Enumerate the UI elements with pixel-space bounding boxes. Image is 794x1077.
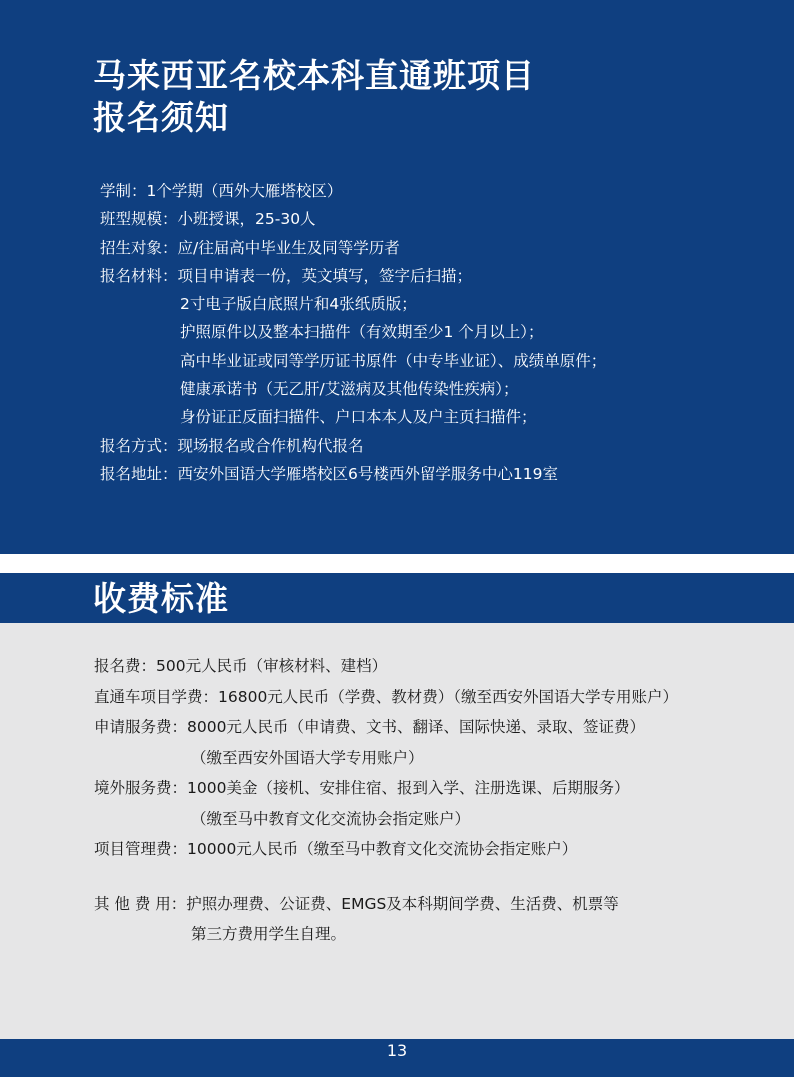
reg-label: 班型规模： — [100, 210, 178, 229]
fee-item-management: 项目管理费：10000元人民币（缴至马中教育文化交流协会指定账户） — [94, 840, 578, 858]
reg-label: 学制： — [100, 182, 147, 200]
registration-info-list — [100, 177, 760, 488]
reg-value: 1个学期（西外大雁塔校区） — [146, 182, 343, 200]
fee-item-continuation: （缴至西安外国语大学专用账户） — [191, 748, 424, 767]
fee-section — [0, 623, 794, 1039]
page-number: 13 — [386, 1041, 408, 1060]
reg-value: 应/往届高中毕业生及同等学历者 — [177, 238, 400, 257]
fee-section-title: 收费标准 — [93, 579, 229, 618]
fee-item-tuition: 直通车项目学费：16800元人民币（学费、教材费）（缴至西安外国语大学专用账户） — [94, 687, 679, 706]
reg-label: 报名材料： — [100, 266, 178, 285]
reg-item-duration — [100, 177, 760, 205]
fee-header-band — [0, 573, 794, 623]
reg-item-method — [100, 432, 760, 460]
reg-item-target — [100, 234, 760, 262]
fee-item-other: 其 他 费 用：护照办理费、公证费、EMGS及本科期间学费、生活费、机票等 — [94, 894, 619, 913]
page-title-line-2: 报名须知 — [93, 98, 229, 137]
materials-item: 护照原件以及整本扫描件（有效期至少1 个月以上）； — [180, 323, 544, 342]
fee-spacer — [94, 865, 774, 889]
fee-list — [94, 651, 774, 950]
fee-item-continuation: 第三方费用学生自理。 — [191, 925, 347, 943]
materials-item: 2寸电子版白底照片和4张纸质版； — [180, 295, 417, 314]
materials-item: 高中毕业证或同等学历证书原件（中专毕业证）、成绩单原件； — [180, 351, 607, 370]
section-divider — [0, 554, 794, 573]
reg-label: 招生对象： — [100, 238, 178, 257]
reg-label: 报名地址： — [100, 464, 178, 483]
materials-item: 健康承诺书（无乙肝/艾滋病及其他传染性疾病）； — [180, 380, 519, 399]
page-title-line-1: 马来西亚名校本科直通班项目 — [93, 56, 535, 95]
reg-value: 西安外国语大学雁塔校区6号楼西外留学服务中心119室 — [177, 464, 558, 483]
reg-item-materials — [100, 262, 760, 290]
fee-item-application-service: 申请服务费：8000元人民币（申请费、文书、翻译、国际快递、录取、签证费） — [94, 718, 645, 736]
fee-item-continuation: （缴至马中教育文化交流协会指定账户） — [191, 809, 471, 828]
reg-value: 项目申请表一份，英文填写，签字后扫描； — [177, 266, 473, 285]
reg-item-address — [100, 460, 760, 488]
reg-item-class-size — [100, 205, 760, 233]
reg-value: 现场报名或合作机构代报名 — [177, 436, 364, 455]
materials-item: 身份证正反面扫描件、户口本本人及户主页扫描件； — [180, 408, 537, 427]
page-footer — [0, 1039, 794, 1077]
reg-label: 报名方式： — [100, 436, 178, 455]
fee-item-registration: 报名费：500元人民币（审核材料、建档） — [94, 657, 388, 675]
fee-item-overseas-service: 境外服务费：1000美金（接机、安排住宿、报到入学、注册选课、后期服务） — [94, 779, 630, 797]
reg-value: 小班授课，25-30人 — [177, 210, 316, 229]
